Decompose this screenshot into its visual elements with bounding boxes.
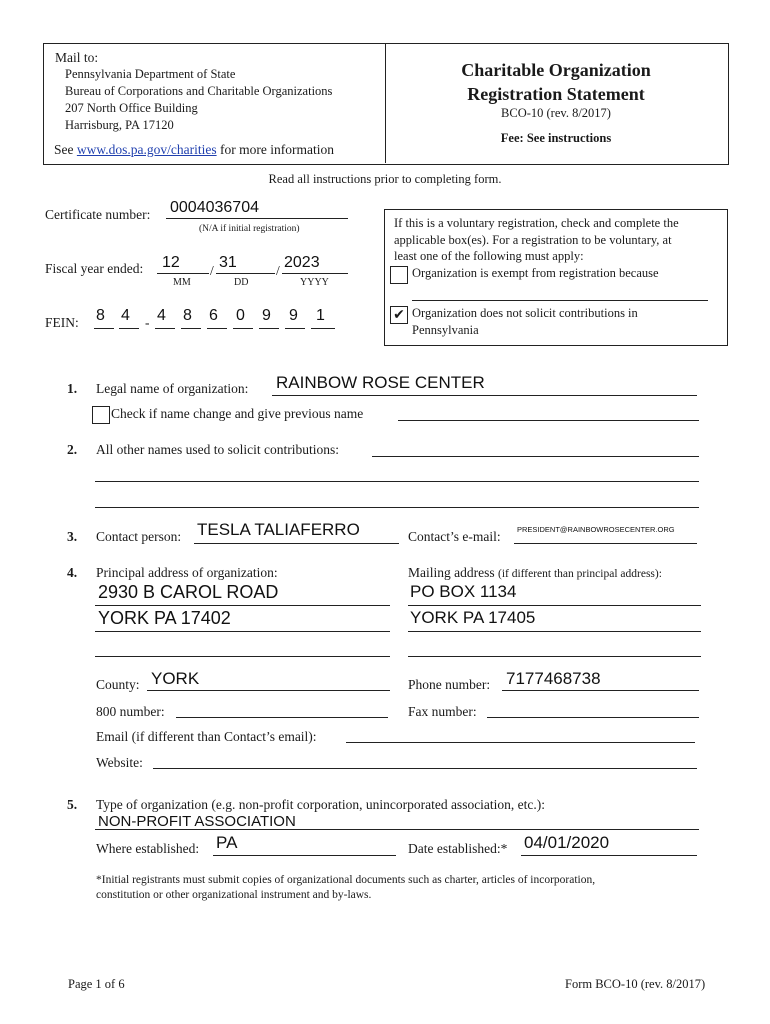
mailing-label-text: Mailing address <box>408 565 495 580</box>
mailing-line-1 <box>408 605 701 606</box>
instructions-note: Read all instructions prior to completing form. <box>268 172 502 186</box>
q2-label: All other names used to solicit contributions: <box>96 442 339 457</box>
q5-label: Type of organization (e.g. non-profit corporation, unincorporated association, etc.): <box>96 797 546 812</box>
alt-email-label: Email (if different than Contact’s email): <box>96 729 317 744</box>
exempt-checkbox[interactable] <box>390 266 408 284</box>
q3-label: Contact person: <box>96 529 182 544</box>
legal-name-value[interactable]: RAINBOW ROSE CENTER <box>276 373 485 392</box>
fein-line-6 <box>233 328 253 329</box>
no-solicit-checkbox[interactable]: ✔ <box>390 306 408 324</box>
mailing-address-label <box>408 565 662 581</box>
fein-line-4 <box>181 328 201 329</box>
q5-number: 5. <box>67 797 78 812</box>
mm-label: MM <box>173 277 191 288</box>
fein-label: FEIN: <box>45 315 79 330</box>
mailing-label-note: (if different than principal address): <box>498 568 662 580</box>
where-established-value[interactable]: PA <box>216 833 238 852</box>
mailing-line-2 <box>408 631 701 632</box>
date-established-label: Date established:* <box>408 841 508 856</box>
date-established-value[interactable]: 04/01/2020 <box>524 833 610 852</box>
q3-number: 3. <box>67 529 78 544</box>
fiscal-year-label: Fiscal year ended: <box>45 261 144 276</box>
fee-text: Fee: See instructions <box>500 131 612 145</box>
where-established-line <box>213 855 396 856</box>
org-type-value[interactable]: NON-PROFIT ASSOCIATION <box>98 813 296 830</box>
fax-line[interactable] <box>487 717 699 718</box>
contact-email-label: Contact’s e-mail: <box>408 529 501 544</box>
no-solicit-label-1: Organization does not solicit contributions in <box>412 306 638 320</box>
mail-to-label: Mail to: <box>55 50 99 65</box>
q1-label: Legal name of organization: <box>96 381 249 396</box>
principal-address-line-1[interactable]: 2930 B CAROL ROAD <box>98 582 279 602</box>
principal-address-line-2[interactable]: YORK PA 17402 <box>98 608 231 628</box>
fein-line-2 <box>119 328 139 329</box>
fiscal-sep-2: / <box>276 263 280 278</box>
dd-label: DD <box>234 277 249 288</box>
website-label: Website: <box>96 755 143 770</box>
charities-link[interactable]: www.dos.pa.gov/charities <box>76 142 217 157</box>
address-line-3: 207 North Office Building <box>65 101 198 115</box>
previous-name-line <box>398 420 699 421</box>
phone-label: Phone number: <box>408 677 491 692</box>
q1-line <box>272 395 697 396</box>
certificate-line <box>166 218 348 219</box>
footnote-line-1: *Initial registrants must submit copies of organizational documents such as charter, articles of incorporation, <box>96 874 596 886</box>
contact-email-line <box>514 543 697 544</box>
principal-line-2 <box>95 631 390 632</box>
form-title-line2: Registration Statement <box>467 84 645 104</box>
address-line-1: Pennsylvania Department of State <box>65 67 236 81</box>
page-number: Page 1 of 6 <box>68 977 125 991</box>
name-change-checkbox[interactable] <box>92 406 110 424</box>
certificate-note: (N/A if initial registration) <box>199 224 300 234</box>
address-line-4: Harrisburg, PA 17120 <box>65 118 174 132</box>
fein-digit[interactable]: 8 <box>96 307 105 324</box>
where-established-label: Where established: <box>96 841 200 856</box>
q2-line-1[interactable] <box>372 456 699 457</box>
fiscal-dd-value[interactable]: 31 <box>219 254 237 271</box>
fein-digit[interactable]: 4 <box>157 307 166 324</box>
fein-dash: - <box>145 315 150 330</box>
fein-digit[interactable]: 0 <box>236 307 245 324</box>
fein-line-5 <box>207 328 227 329</box>
fax-label: Fax number: <box>408 704 477 719</box>
fein-digit[interactable]: 8 <box>183 307 192 324</box>
exempt-reason-line <box>412 300 708 301</box>
fein-line-3 <box>155 328 175 329</box>
fein-digit[interactable]: 9 <box>262 307 271 324</box>
contact-person-value[interactable]: TESLA TALIAFERRO <box>197 520 360 539</box>
name-change-label: Check if name change and give previous name <box>111 406 364 421</box>
no-solicit-label-2: Pennsylvania <box>412 323 479 337</box>
county-line <box>147 690 390 691</box>
q2-line-3[interactable] <box>95 507 699 508</box>
voluntary-text-1: If this is a voluntary registration, check and complete the <box>394 216 679 230</box>
principal-line-3[interactable] <box>95 656 390 657</box>
alt-email-line[interactable] <box>346 742 695 743</box>
principal-line-1 <box>95 605 390 606</box>
fiscal-sep-1: / <box>210 263 214 278</box>
voluntary-text-2: applicable box(es). For a registration to be voluntary, at <box>394 233 672 247</box>
q4-label: Principal address of organization: <box>96 565 278 580</box>
footnote-line-2: constitution or other organizational instrument and by-laws. <box>96 889 372 901</box>
fein-line-8 <box>285 328 305 329</box>
voluntary-text-3: least one of the following must apply: <box>394 249 584 263</box>
see-more-info <box>54 142 334 158</box>
county-label: County: <box>96 677 140 692</box>
website-line[interactable] <box>153 768 697 769</box>
tollfree-line[interactable] <box>176 717 388 718</box>
contact-email-value[interactable]: PRESIDENT@RAINBOWROSECENTER.ORG <box>517 525 675 534</box>
fiscal-dd-line <box>216 273 275 274</box>
fein-digit[interactable]: 9 <box>289 307 298 324</box>
form-code: BCO-10 (rev. 8/2017) <box>501 106 611 120</box>
yyyy-label: YYYY <box>300 277 329 288</box>
q2-number: 2. <box>67 442 78 457</box>
address-line-2: Bureau of Corporations and Charitable Organizations <box>65 84 333 98</box>
see-prefix: See <box>54 142 77 157</box>
exempt-label: Organization is exempt from registration because <box>412 266 659 280</box>
fein-line-9 <box>311 328 335 329</box>
q4-number: 4. <box>67 565 78 580</box>
phone-line <box>502 690 699 691</box>
contact-person-line <box>194 543 399 544</box>
date-established-line <box>521 855 697 856</box>
fein-digit[interactable]: 4 <box>121 307 130 324</box>
fiscal-mm-value[interactable]: 12 <box>162 254 180 271</box>
q2-line-2[interactable] <box>95 481 699 482</box>
see-suffix: for more information <box>216 142 334 157</box>
mailing-address-line-2[interactable]: YORK PA 17405 <box>410 608 536 627</box>
q1-number: 1. <box>67 381 78 396</box>
certificate-label: Certificate number: <box>45 207 151 222</box>
fiscal-yyyy-value[interactable]: 2023 <box>284 254 320 271</box>
phone-value[interactable]: 7177468738 <box>506 669 601 688</box>
mailing-address-line-1[interactable]: PO BOX 1134 <box>410 582 517 601</box>
fein-digit[interactable]: 1 <box>316 307 325 324</box>
fein-line-7 <box>259 328 279 329</box>
form-title-line1: Charitable Organization <box>461 60 651 80</box>
certificate-value[interactable]: 0004036704 <box>170 199 259 216</box>
fiscal-yyyy-line <box>282 273 348 274</box>
tollfree-label: 800 number: <box>96 704 165 719</box>
mailing-line-3[interactable] <box>408 656 701 657</box>
form-footer-code: Form BCO-10 (rev. 8/2017) <box>565 977 706 991</box>
fein-digit[interactable]: 6 <box>209 307 218 324</box>
fiscal-mm-line <box>157 273 209 274</box>
fein-line-1 <box>94 328 114 329</box>
county-value[interactable]: YORK <box>151 669 200 688</box>
